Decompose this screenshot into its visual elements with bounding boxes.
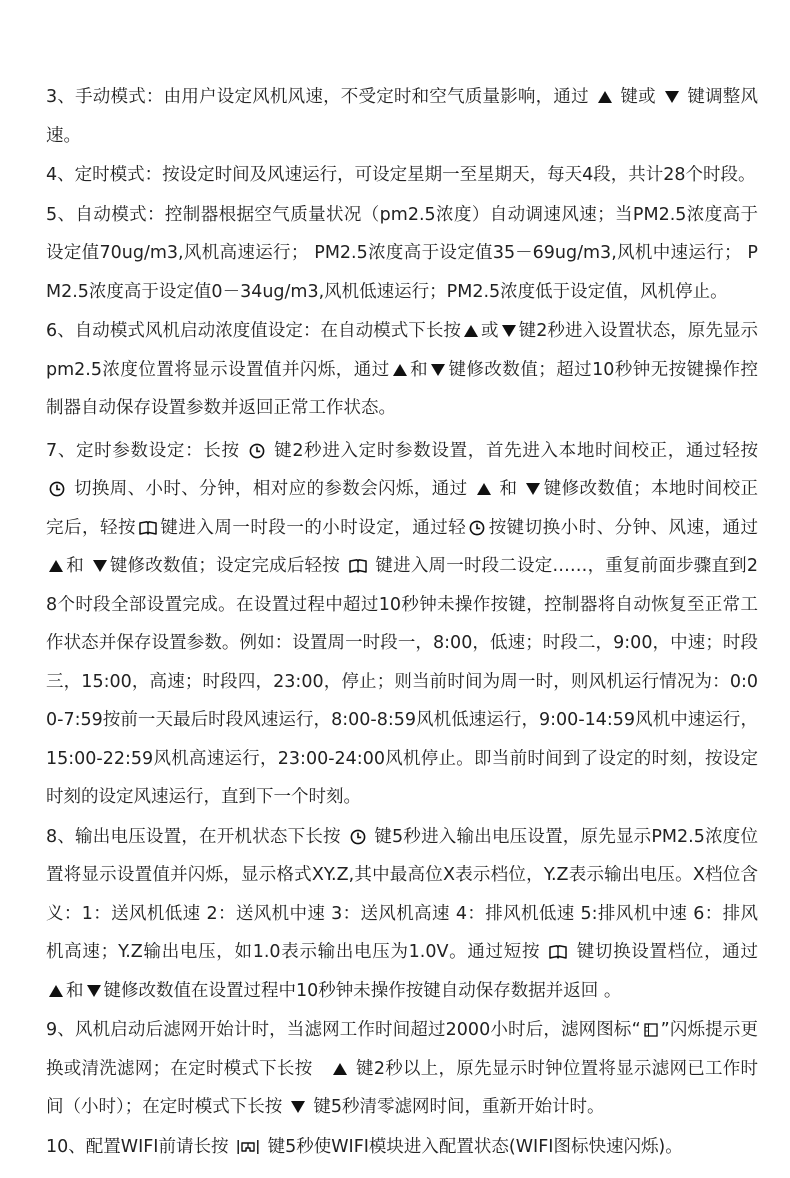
- clock-icon: [469, 520, 485, 536]
- p10-text-a: 10、配置WIFI前请长按: [46, 1136, 235, 1157]
- paragraph-wifi-config: [46, 1128, 758, 1167]
- p8-text-c: 键切换设置档位，通过: [570, 942, 759, 962]
- p8-text-e: 键修改数值在设置过程中10秒钟未操作按键自动保存数据并返回 。: [103, 980, 622, 1001]
- paragraph-auto-start-threshold: [46, 312, 758, 428]
- up-triangle-icon: [477, 483, 491, 495]
- p6-text-a: 6、自动模式风机启动浓度值设定：在自动模式下长按: [46, 321, 461, 341]
- p8-text-b: 键5秒进入输出电压设置，原先显示PM2.5浓度位置将显示设置值并闪烁，显示格式XY.Z,其中最高位X表示档位，Y.Z表示输出电压。X档位含义：1：送风机低速 2：送风机中速 3：送风机高速 4：排风机低速 5:排风机中速 6：排风机高速；Y.Z输出电压，如1.0表示输出电压为1.0V。通过短按: [46, 826, 758, 962]
- p3-text-c: 键调整风速。: [46, 87, 758, 146]
- p6-text-e: 键修改数值；超过10秒钟无按键操作控制器自动保存设置参数并返回正常工作状态。: [46, 359, 758, 418]
- p3-text-b: 键或: [614, 87, 662, 107]
- down-triangle-icon: [526, 483, 540, 495]
- up-triangle-icon: [49, 560, 63, 572]
- down-triangle-icon: [665, 91, 679, 103]
- book-icon: [139, 521, 157, 535]
- down-triangle-icon: [291, 1101, 305, 1113]
- p6-text-b: 或: [480, 321, 499, 341]
- p7-text-c: 切换周、小时、分钟，相对应的参数会闪烁，通过: [68, 479, 474, 499]
- clock-icon: [249, 443, 265, 459]
- up-triangle-icon: [333, 1063, 347, 1075]
- p7-text-a: 7、定时参数设定：长按: [46, 440, 246, 461]
- paragraph-output-voltage: [46, 818, 758, 1011]
- p6-text-c: 键2秒进入设置状态，原先显示pm2.5浓度位置将显示设置值并闪烁，通过: [46, 321, 759, 380]
- p9-text-a: 9、风机启动后滤网开始计时，当滤网工作时间超过2000小时后，滤网图标“: [46, 1020, 641, 1040]
- p7-text-f: 键进入周一时段一的小时设定，通过轻: [159, 517, 467, 538]
- up-triangle-icon: [464, 325, 478, 337]
- clock-icon: [350, 829, 366, 845]
- paragraph-timer-mode: 4、定时模式：按设定时间及风速运行，可设定星期一至星期天，每天4段，共计28个时段。: [46, 165, 756, 185]
- p8-text-a: 8、输出电压设置，在开机状态下长按: [46, 826, 347, 847]
- p7-text-d: 和: [493, 479, 524, 499]
- filter-icon: [644, 1023, 658, 1037]
- p7-text-i: 键修改数值；设定完成后轻按: [109, 556, 346, 576]
- p9-text-b: ”闪烁提示更换或清洗滤网；在定时模式下长按: [46, 1020, 758, 1079]
- paragraph-auto-mode: 5、自动模式：控制器根据空气质量状况（pm2.5浓度）自动调速风速；当PM2.5浓度高于设定值70ug/m3,风机高速运行； PM2.5浓度高于设定值35－69ug/m3,风机中速运行； PM2.5浓度高于设定值0－34ug/m3,风机低速运行；PM2.5浓度低于设定值，风机停止。: [46, 204, 758, 302]
- up-triangle-icon: [598, 91, 612, 103]
- p7-text-h: 和: [66, 556, 90, 576]
- paragraph-timer-parameter-setup: [46, 432, 758, 817]
- p7-text-e: 键修改数值；本地时间校正完后，轻按: [46, 479, 758, 538]
- book-icon: [549, 945, 567, 959]
- paragraph-filter-timer: [46, 1011, 758, 1127]
- down-triangle-icon: [502, 325, 516, 337]
- wifi-key-icon: [237, 1139, 259, 1155]
- up-triangle-icon: [393, 364, 407, 376]
- p9-text-d: 键5秒清零滤网时间，重新开始计时。: [307, 1097, 605, 1117]
- p7-text-g: 按键切换小时、分钟、风速，通过: [488, 517, 759, 538]
- down-triangle-icon: [87, 985, 101, 997]
- p6-text-d: 和: [409, 359, 429, 380]
- p8-text-d: 和: [66, 980, 84, 1001]
- paragraph-manual-mode: [46, 78, 758, 155]
- down-triangle-icon: [431, 364, 445, 376]
- instruction-document: [46, 78, 758, 1166]
- p7-text-j: 键进入周一时段二设定……，重复前面步骤直到28个时段全部设置完成。在设置过程中超过10秒钟未操作按键，控制器将自动恢复至正常工作状态并保存设置参数。例如：设置周一时段一，8:00，低速；时段二，9:00，中速；时段三，15:00，高速；时段四，23:00，停止；则当前时间为周一时，则风机运行情况为：0:00-7:59按前一天最后时段风速运行，8:00-8:59风机低速运行，9:00-14:59风机中速运行，15:00-22:59风机高速运行，23:00-24:00风机停止。即当前时间到了设定的时刻，按设定时刻的设定风速运行，直到下一个时刻。: [46, 556, 758, 807]
- p7-text-b: 键2秒进入定时参数设置，首先进入本地时间校正，通过轻按: [267, 440, 758, 461]
- down-triangle-icon: [93, 560, 107, 572]
- clock-icon: [49, 481, 65, 497]
- book-icon: [349, 559, 367, 573]
- up-triangle-icon: [49, 985, 63, 997]
- p9-text-c: 键2秒以上，原先显示时钟位置将显示滤网已工作时间（小时）；在定时模式下长按: [46, 1058, 759, 1117]
- p10-text-b: 键5秒使WIFI模块进入配置状态(WIFI图标快速闪烁)。: [262, 1136, 683, 1157]
- p3-text-a: 3、手动模式：由用户设定风机风速，不受定时和空气质量影响，通过: [46, 87, 595, 107]
